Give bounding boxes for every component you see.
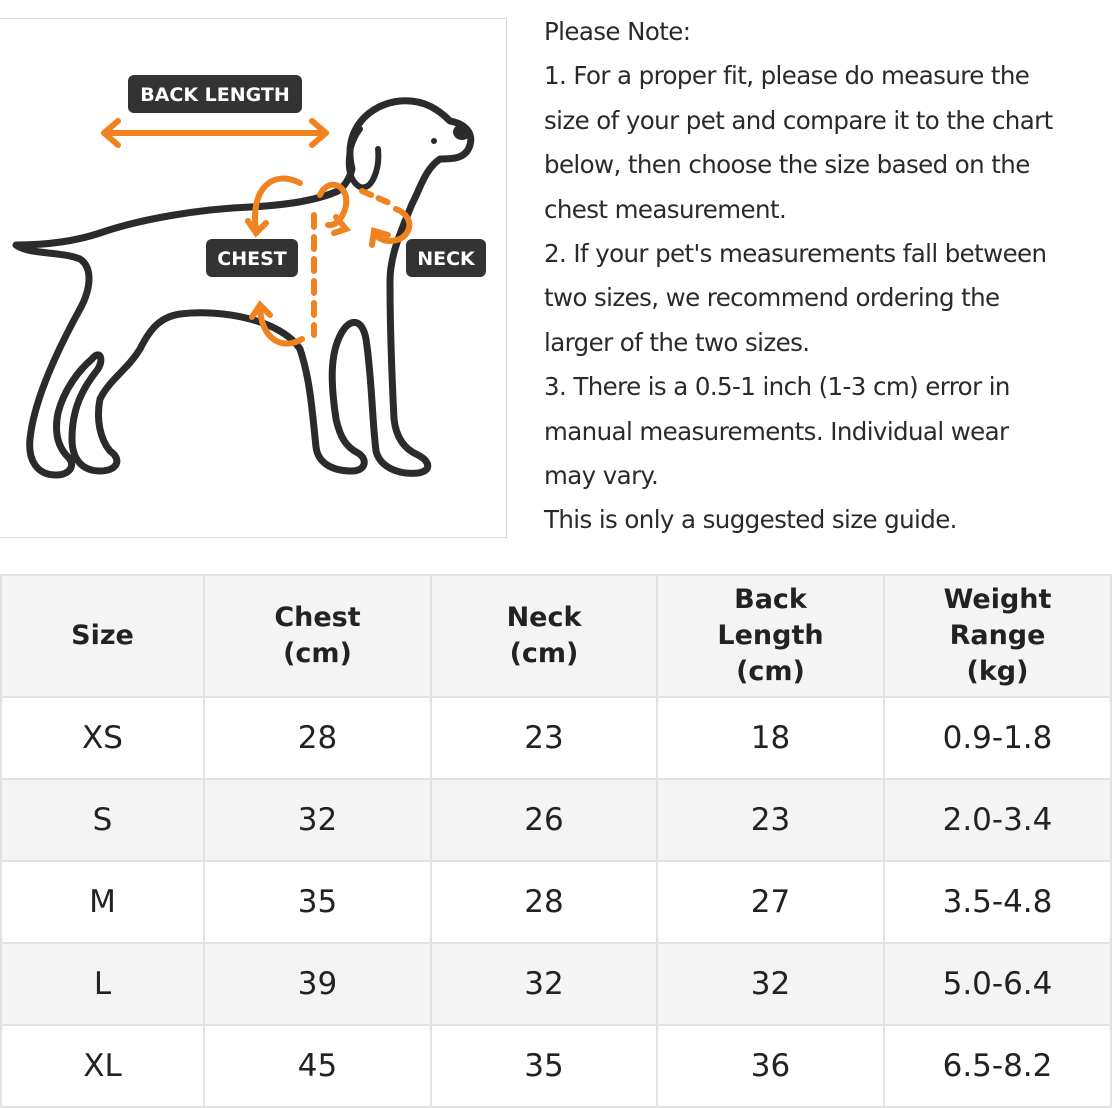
note-line: may vary. [544, 461, 659, 491]
header-unit: (cm) [283, 638, 352, 669]
dog-nose [453, 124, 471, 140]
cell-size: XL [1, 1025, 204, 1107]
svg-text:CHEST: CHEST [217, 248, 287, 270]
cell-back-length: 36 [657, 1025, 884, 1107]
header-text: Range [949, 620, 1046, 651]
neck-label [406, 239, 486, 277]
dog-eye [431, 138, 437, 144]
note-line: 1. For a proper fit, please do measure the [544, 61, 1030, 91]
cell-neck: 23 [431, 697, 657, 779]
header-text: Size [71, 620, 134, 651]
neck-loop-arrow [362, 191, 409, 245]
cell-back-length: 18 [657, 697, 884, 779]
table-row [1, 861, 1111, 943]
header-size [1, 575, 204, 697]
header-back-length [657, 575, 884, 697]
note-line: two sizes, we recommend ordering the [544, 283, 1000, 313]
note-line: This is only a suggested size guide. [544, 505, 957, 535]
note-heading: Please Note: [544, 17, 691, 46]
header-unit: (cm) [509, 638, 579, 669]
back-length-label [128, 75, 302, 113]
header-text: Neck [506, 602, 582, 633]
header-unit: (kg) [966, 656, 1029, 687]
header-text: Length [717, 620, 824, 651]
dog-measurement-illustration [0, 19, 507, 539]
cell-back-length: 27 [657, 861, 884, 943]
cell-chest: 35 [204, 861, 431, 943]
cell-chest: 32 [204, 779, 431, 861]
cell-weight: 3.5-4.8 [884, 861, 1111, 943]
note-line: chest measurement. [544, 194, 787, 224]
header-text: Weight [943, 584, 1052, 615]
cell-weight: 2.0-3.4 [884, 779, 1111, 861]
cell-size: XS [1, 697, 204, 779]
header-text: Back [734, 584, 807, 615]
header-neck [431, 575, 657, 697]
svg-text:NECK: NECK [417, 248, 475, 270]
cell-size: S [1, 779, 204, 861]
cell-neck: 32 [431, 943, 657, 1025]
note-line: larger of the two sizes. [544, 327, 810, 357]
cell-size: L [1, 943, 204, 1025]
header-chest [204, 575, 431, 697]
cell-neck: 35 [431, 1025, 657, 1107]
note-line: 2. If your pet's measurements fall between [544, 239, 1047, 269]
note-line: size of your pet and compare it to the chart [544, 105, 1053, 135]
cell-chest: 39 [204, 943, 431, 1025]
cell-neck: 26 [431, 779, 657, 861]
cell-neck: 28 [431, 861, 657, 943]
table-row [1, 779, 1111, 861]
cell-chest: 28 [204, 697, 431, 779]
note-line: below, then choose the size based on the [544, 150, 1030, 180]
chest-label [206, 239, 298, 277]
table-row [1, 697, 1111, 779]
header-weight-range [884, 575, 1111, 697]
back-length-arrow [104, 121, 326, 145]
size-chart-table [0, 574, 1112, 1108]
cell-weight: 6.5-8.2 [884, 1025, 1111, 1107]
cell-chest: 45 [204, 1025, 431, 1107]
dog-outline [16, 101, 471, 475]
table-row [1, 1025, 1111, 1107]
header-text: Chest [274, 602, 361, 633]
size-notes [544, 10, 1110, 543]
measurement-diagram [0, 18, 507, 538]
cell-size: M [1, 861, 204, 943]
cell-back-length: 32 [657, 943, 884, 1025]
cell-back-length: 23 [657, 779, 884, 861]
cell-weight: 0.9-1.8 [884, 697, 1111, 779]
note-line: manual measurements. Individual wear [544, 416, 1009, 446]
header-unit: (cm) [736, 656, 805, 687]
table-header-row [1, 575, 1111, 697]
cell-weight: 5.0-6.4 [884, 943, 1111, 1025]
note-line: 3. There is a 0.5-1 inch (1-3 cm) error in [544, 372, 1010, 402]
svg-text:BACK LENGTH: BACK LENGTH [140, 84, 290, 106]
table-row [1, 943, 1111, 1025]
